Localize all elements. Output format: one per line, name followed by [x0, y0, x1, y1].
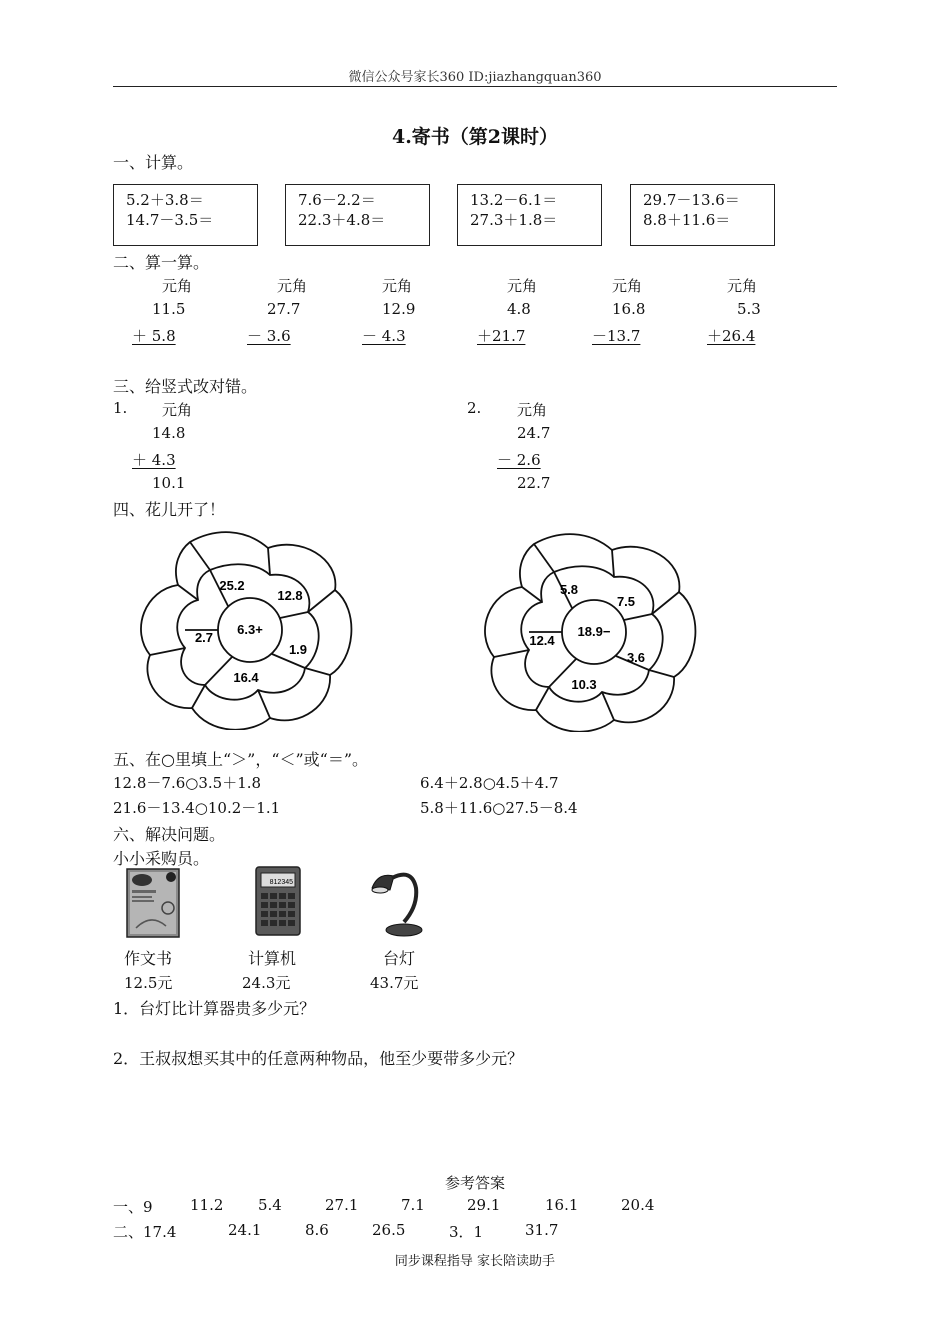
answers-row-2-val-3: 26.5 — [372, 1221, 406, 1239]
flower-2-petal-1: 5.8 — [559, 582, 579, 597]
flower-2 — [484, 532, 704, 732]
problem-2-top: 24.7 — [517, 424, 551, 442]
section-6-heading: 六、解决问题。 — [113, 825, 226, 844]
col-1-top: 11.5 — [152, 300, 186, 318]
compare-item-1: 12.8－7.6○3.5＋1.8 — [113, 774, 262, 792]
composition-book-icon — [126, 868, 180, 938]
flower-1-center: 6.3+ — [237, 622, 263, 637]
calc-box-3-line-2: 27.3＋1.8＝ — [470, 211, 558, 229]
flower-1-petal-2: 12.8 — [277, 588, 303, 603]
col-1-op: ＋ 5.8 — [132, 327, 176, 345]
calc-box-1-line-1: 5.2＋3.8＝ — [126, 191, 204, 209]
answers-row-2-val-2: 8.6 — [305, 1221, 329, 1239]
compare-item-4: 5.8＋11.6○27.5－8.4 — [420, 799, 578, 817]
calc-box-2-line-1: 7.6－2.2＝ — [298, 191, 376, 209]
section-1-heading: 一、计算。 — [113, 153, 194, 172]
section-5-heading: 五、在○里填上“＞”，“＜”或“＝”。 — [113, 750, 369, 769]
col-6-unit: 元角 — [727, 277, 758, 295]
calculator-icon — [255, 866, 301, 936]
product-3-name: 台灯 — [383, 949, 416, 968]
question-2: 2．王叔叔想买其中的任意两种物品，他至少要带多少元？ — [113, 1049, 524, 1068]
calc-box-3-line-1: 13.2－6.1＝ — [470, 191, 558, 209]
answers-row-1-val-4: 7.1 — [401, 1196, 425, 1214]
flower-2-petal-3: 3.6 — [626, 650, 646, 665]
problem-2-op: － 2.6 — [497, 451, 541, 469]
product-3-price: 43.7元 — [370, 974, 419, 992]
answers-row-1-val-2: 5.4 — [258, 1196, 282, 1214]
calculator-display: 812345 — [269, 879, 293, 886]
header-rule — [113, 86, 837, 87]
answers-row-2-val-5: 31.7 — [525, 1221, 559, 1239]
flower-1-petal-1: 25.2 — [219, 578, 245, 593]
col-3-op: － 4.3 — [362, 327, 406, 345]
flower-2-center: 18.9− — [577, 624, 611, 639]
question-1: 1．台灯比计算器贵多少元？ — [113, 999, 316, 1018]
answers-row-2-val-4: 3．1 — [449, 1223, 484, 1241]
product-1-price: 12.5元 — [124, 974, 173, 992]
section-4-heading: 四、花儿开了！ — [113, 500, 226, 519]
col-3-top: 12.9 — [382, 300, 416, 318]
compare-item-2: 6.4＋2.8○4.5＋4.7 — [420, 774, 559, 792]
col-6-op: ＋26.4 — [707, 327, 756, 345]
col-2-top: 27.7 — [267, 300, 301, 318]
product-2-name: 计算机 — [248, 949, 297, 968]
page-header: 微信公众号家长360 ID:jiazhangquan360 — [348, 70, 602, 85]
answers-row-1-val-1: 11.2 — [190, 1196, 224, 1214]
answers-row-1-label: 一、9 — [113, 1198, 153, 1216]
calc-box-2 — [285, 184, 430, 246]
calc-box-4 — [630, 184, 775, 246]
flower-1-petal-5: 2.7 — [194, 630, 214, 645]
answers-title: 参考答案 — [444, 1174, 505, 1192]
problem-2-number: 2. — [467, 399, 482, 417]
calc-box-4-line-2: 8.8＋11.6＝ — [643, 211, 731, 229]
problem-1-top: 14.8 — [152, 424, 186, 442]
product-1-name: 作文书 — [124, 949, 173, 968]
col-2-unit: 元角 — [277, 277, 308, 295]
problem-1-number: 1. — [113, 399, 128, 417]
problem-1-result: 10.1 — [152, 474, 186, 492]
col-5-op: －13.7 — [592, 327, 641, 345]
calc-box-2-line-2: 22.3＋4.8＝ — [298, 211, 386, 229]
problem-2-unit: 元角 — [517, 401, 548, 419]
section-3-heading: 三、给竖式改对错。 — [113, 377, 258, 396]
col-6-top: 5.3 — [737, 300, 761, 318]
col-4-top: 4.8 — [507, 300, 531, 318]
calc-box-3 — [457, 184, 602, 246]
problem-2-result: 22.7 — [517, 474, 551, 492]
problem-1-unit: 元角 — [162, 401, 193, 419]
compare-item-3: 21.6－13.4○10.2－1.1 — [113, 799, 281, 817]
col-3-unit: 元角 — [382, 277, 413, 295]
col-5-top: 16.8 — [612, 300, 646, 318]
col-4-unit: 元角 — [507, 277, 538, 295]
answers-row-1-val-3: 27.1 — [325, 1196, 359, 1214]
calc-box-1-line-2: 14.7－3.5＝ — [126, 211, 214, 229]
flower-2-petal-4: 10.3 — [571, 677, 597, 692]
desk-lamp-icon — [368, 866, 426, 938]
worksheet-title: 4.寄书（第2课时） — [391, 126, 559, 148]
product-2-price: 24.3元 — [242, 974, 291, 992]
answers-row-2-val-1: 24.1 — [228, 1221, 262, 1239]
answers-row-1-val-6: 16.1 — [545, 1196, 579, 1214]
col-1-unit: 元角 — [162, 277, 193, 295]
calc-box-4-line-1: 29.7－13.6＝ — [643, 191, 740, 209]
section-2-heading: 二、算一算。 — [113, 253, 210, 272]
flower-1-petal-4: 16.4 — [233, 670, 259, 685]
answers-row-2-label: 二、17.4 — [113, 1223, 177, 1241]
answers-row-1-val-5: 29.1 — [467, 1196, 501, 1214]
problem-1-op: ＋ 4.3 — [132, 451, 176, 469]
col-5-unit: 元角 — [612, 277, 643, 295]
flower-2-petal-2: 7.5 — [616, 594, 636, 609]
section-6-subheading: 小小采购员。 — [113, 849, 210, 868]
flower-1 — [140, 530, 360, 730]
flower-1-petal-3: 1.9 — [288, 642, 308, 657]
calc-box-1 — [113, 184, 258, 246]
col-4-op: ＋21.7 — [477, 327, 526, 345]
answers-row-1-val-7: 20.4 — [621, 1196, 655, 1214]
col-2-op: － 3.6 — [247, 327, 291, 345]
page-footer: 同步课程指导 家长陪读助手 — [394, 1254, 556, 1269]
flower-2-petal-5: 12.4 — [529, 633, 555, 648]
